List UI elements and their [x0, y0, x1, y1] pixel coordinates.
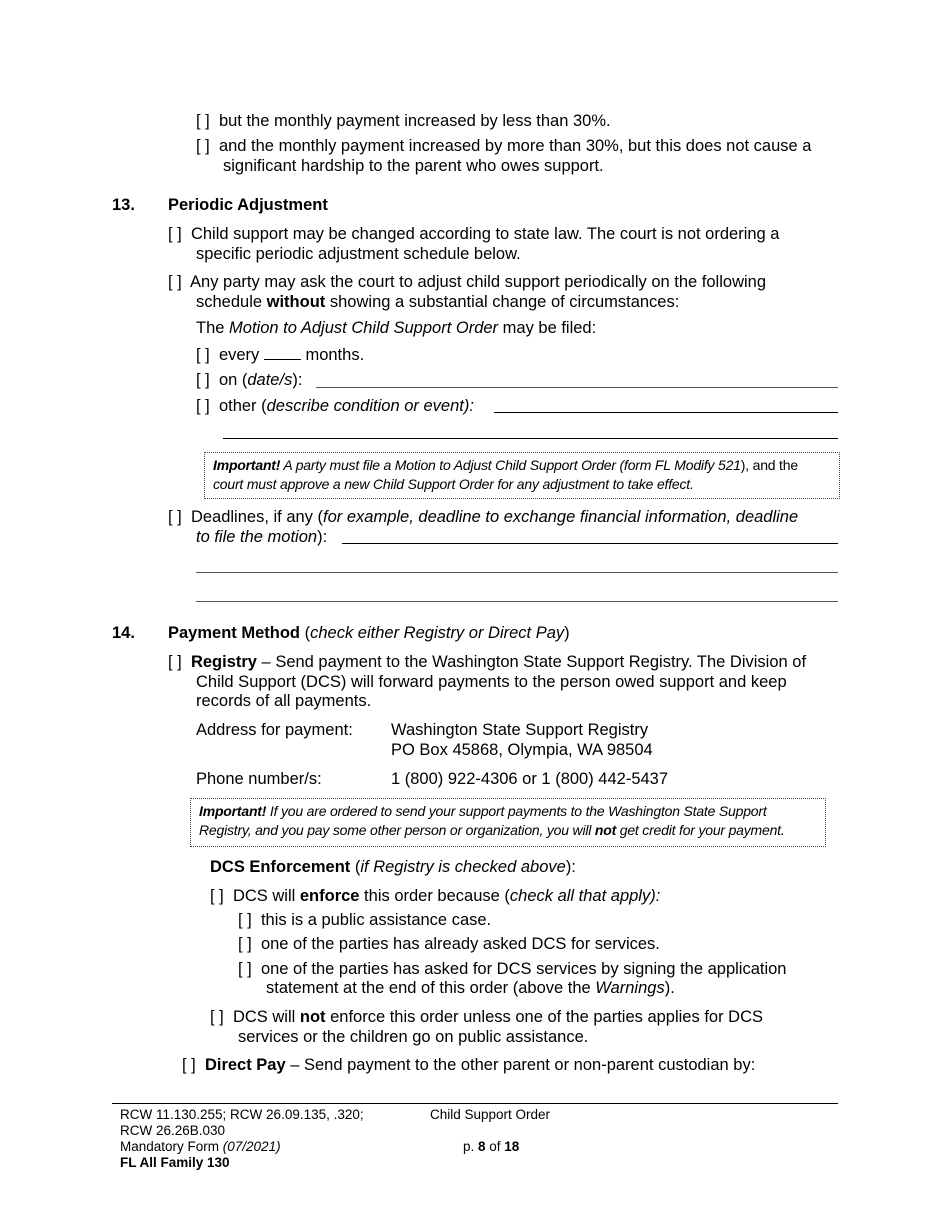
- option-dcs-not-enforce: [ ] DCS will not enforce this order unless one of the parties applies for DCS: [210, 1008, 763, 1026]
- important-notice-registry: Important! If you are ordered to send your support payments to the Washington State Support Registry, and you pay some other person or organization, you will not get credit for your payment.: [190, 798, 826, 847]
- checkbox[interactable]: [ ]: [196, 112, 210, 130]
- footer-rcw-1: RCW 11.130.255; RCW 26.09.135, .320;: [120, 1107, 364, 1122]
- option-public-assistance: [ ] this is a public assistance case.: [238, 911, 492, 929]
- bullet-more-than-30: [ ] and the monthly payment increased by more than 30%, but this does not cause a: [196, 137, 812, 155]
- deadlines-blank-line[interactable]: [342, 543, 838, 544]
- option-dcs-enforce: [ ] DCS will enforce this order because (check all that apply):: [210, 887, 661, 905]
- bullet-less-than-30: [ ] but the monthly payment increased by less than 30%.: [196, 112, 611, 130]
- other-blank-line[interactable]: [494, 412, 838, 413]
- section-13-title: Periodic Adjustment: [168, 196, 328, 214]
- checkbox[interactable]: [ ]: [210, 1008, 224, 1026]
- option-other-condition: [ ] other (describe condition or event):: [196, 397, 474, 415]
- option-asked-by-signing-cont: statement at the end of this order (above the Warnings).: [266, 979, 675, 997]
- important-notice-adjust: Important! A party must file a Motion to Adjust Child Support Order (form FL Modify 521), and the court must approve a new Child Support Order for any adjustment to take effect.: [204, 452, 840, 499]
- option-asked-by-signing: [ ] one of the parties has asked for DCS services by signing the application: [238, 960, 787, 978]
- option-registry: [ ] Registry – Send payment to the Washington State Support Registry. The Division of: [168, 653, 807, 671]
- option-state-law-cont: specific periodic adjustment schedule below.: [196, 245, 521, 263]
- checkbox[interactable]: [ ]: [168, 508, 182, 526]
- checkbox[interactable]: [ ]: [196, 346, 210, 364]
- deadlines-blank-line-2[interactable]: [196, 572, 838, 573]
- checkbox[interactable]: [ ]: [182, 1056, 196, 1074]
- checkbox[interactable]: [ ]: [168, 653, 182, 671]
- option-state-law: [ ] Child support may be changed according to state law. The court is not ordering a: [168, 225, 780, 243]
- footer-form-id: FL All Family 130: [120, 1155, 230, 1170]
- checkbox[interactable]: [ ]: [168, 225, 182, 243]
- checkbox[interactable]: [ ]: [238, 960, 252, 978]
- footer-mandatory-form: Mandatory Form (07/2021): [120, 1139, 281, 1154]
- option-periodic-schedule-cont: schedule without showing a substantial change of circumstances:: [196, 293, 680, 311]
- option-every-months: [ ] every months.: [196, 346, 365, 364]
- checkbox[interactable]: [ ]: [196, 137, 210, 155]
- option-periodic-schedule: [ ] Any party may ask the court to adjust child support periodically on the following: [168, 273, 767, 291]
- section-13-number: 13.: [112, 196, 135, 214]
- dates-blank-line[interactable]: [316, 387, 838, 388]
- motion-filed-text: The Motion to Adjust Child Support Order may be filed:: [196, 319, 597, 337]
- bullet-more-than-30-cont: significant hardship to the parent who owes support.: [223, 157, 604, 175]
- option-dcs-not-enforce-cont: services or the children go on public assistance.: [238, 1028, 589, 1046]
- dcs-enforcement-heading: DCS Enforcement (if Registry is checked above):: [210, 858, 576, 876]
- option-on-dates: [ ] on (date/s):: [196, 371, 303, 389]
- checkbox[interactable]: [ ]: [238, 911, 252, 929]
- address-label: Address for payment:: [196, 721, 353, 739]
- checkbox[interactable]: [ ]: [196, 371, 210, 389]
- option-registry-cont-1: Child Support (DCS) will forward payments to the person owed support and keep: [196, 673, 787, 691]
- footer-page-number: p. 8 of 18: [463, 1139, 520, 1154]
- deadlines-blank-line-3[interactable]: [196, 601, 838, 602]
- address-line-1: Washington State Support Registry: [391, 721, 649, 739]
- footer-doc-title: Child Support Order: [430, 1107, 551, 1122]
- months-blank[interactable]: [264, 345, 301, 360]
- section-14-number: 14.: [112, 624, 135, 642]
- footer-divider: [112, 1103, 838, 1104]
- section-14-title: Payment Method (check either Registry or Direct Pay): [168, 624, 570, 642]
- footer-rcw-2: RCW 26.26B.030: [120, 1123, 226, 1138]
- address-line-2: PO Box 45868, Olympia, WA 98504: [391, 741, 653, 759]
- checkbox[interactable]: [ ]: [238, 935, 252, 953]
- phone-label: Phone number/s:: [196, 770, 322, 788]
- checkbox[interactable]: [ ]: [210, 887, 224, 905]
- other-blank-line-2[interactable]: [223, 438, 838, 439]
- checkbox[interactable]: [ ]: [168, 273, 182, 291]
- option-registry-cont-2: records of all payments.: [196, 692, 372, 710]
- option-already-asked: [ ] one of the parties has already asked DCS for services.: [238, 935, 660, 953]
- phone-numbers: 1 (800) 922-4306 or 1 (800) 442-5437: [391, 770, 669, 788]
- option-direct-pay: [ ] Direct Pay – Send payment to the other parent or non-parent custodian by:: [182, 1056, 756, 1074]
- option-deadlines-cont: to file the motion):: [196, 528, 328, 546]
- checkbox[interactable]: [ ]: [196, 397, 210, 415]
- option-deadlines: [ ] Deadlines, if any (for example, deadline to exchange financial information, deadline: [168, 508, 799, 526]
